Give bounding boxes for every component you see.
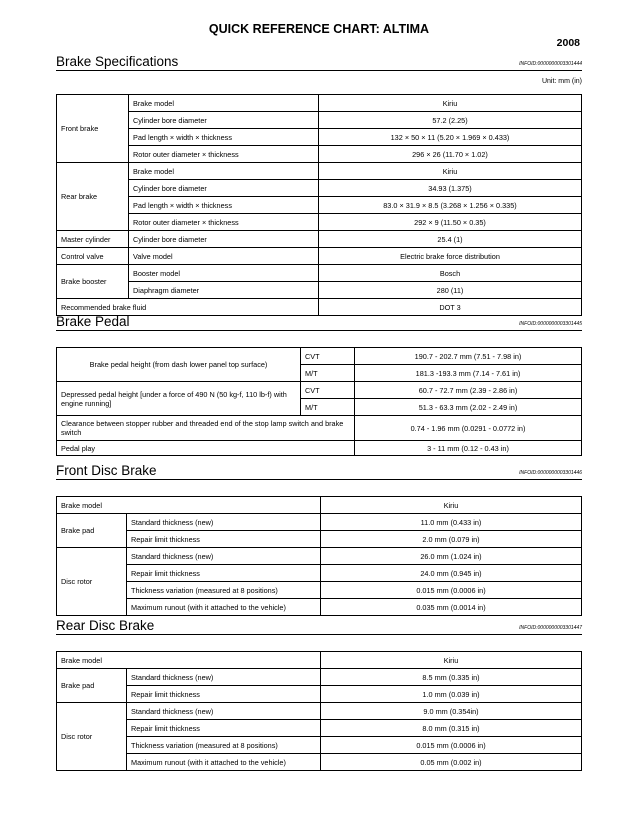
model-year: 2008: [556, 37, 580, 49]
spec-item: Rotor outer diameter × thickness: [129, 214, 319, 231]
section-header: [56, 461, 582, 480]
table-row: [57, 146, 582, 163]
spec-value: 1.0 mm (0.039 in): [321, 686, 582, 703]
spec-value: 26.0 mm (1.024 in): [321, 548, 582, 565]
spec-item: Cylinder bore diameter: [129, 231, 319, 248]
unit-label: Unit: mm (in): [541, 78, 582, 85]
spec-value: Kiriu: [321, 497, 582, 514]
row-label-rear-brake: Rear brake: [57, 163, 129, 231]
rear-disc-brake-table: [56, 651, 582, 771]
front-disc-brake-section: [56, 461, 582, 616]
row-label-pedal-play: Pedal play: [57, 441, 355, 456]
spec-value: Electric brake force distribution: [319, 248, 582, 265]
transmission-type: M/T: [301, 399, 355, 416]
table-row: [57, 531, 582, 548]
spec-item: Standard thickness (new): [127, 514, 321, 531]
table-row: [57, 248, 582, 265]
section-heading: Brake Pedal: [56, 314, 130, 329]
spec-item: Standard thickness (new): [127, 669, 321, 686]
spec-item: Maximum runout (with it attached to the vehicle): [127, 754, 321, 771]
row-label-brake-model: Brake model: [57, 497, 321, 514]
table-row: [57, 514, 582, 531]
spec-value: 0.015 mm (0.0006 in): [321, 582, 582, 599]
section-header: [56, 52, 582, 71]
spec-value: 8.5 mm (0.335 in): [321, 669, 582, 686]
spec-value: 0.035 mm (0.0014 in): [321, 599, 582, 616]
spec-value: 51.3 - 63.3 mm (2.02 - 2.49 in): [355, 399, 582, 416]
spec-value: 3 - 11 mm (0.12 - 0.43 in): [355, 441, 582, 456]
row-label-brake-fluid: Recommended brake fluid: [57, 299, 319, 316]
spec-item: Pad length × width × thickness: [129, 129, 319, 146]
spec-value: 181.3 -193.3 mm (7.14 - 7.61 in): [355, 365, 582, 382]
section-header: [56, 616, 582, 635]
table-row: [57, 720, 582, 737]
spec-item: Pad length × width × thickness: [129, 197, 319, 214]
transmission-type: CVT: [301, 382, 355, 399]
table-row: [57, 348, 582, 365]
table-row: [57, 231, 582, 248]
spec-value: 24.0 mm (0.945 in): [321, 565, 582, 582]
spec-value: 25.4 (1): [319, 231, 582, 248]
table-row: [57, 282, 582, 299]
table-row: [57, 95, 582, 112]
table-row: [57, 754, 582, 771]
spec-item: Maximum runout (with it attached to the vehicle): [127, 599, 321, 616]
row-label-brake-model: Brake model: [57, 652, 321, 669]
spec-value: 2.0 mm (0.079 in): [321, 531, 582, 548]
spec-value: 34.93 (1.375): [319, 180, 582, 197]
spec-value: 0.74 - 1.96 mm (0.0291 - 0.0772 in): [355, 416, 582, 441]
table-row: [57, 441, 582, 456]
table-row: [57, 548, 582, 565]
row-label-brake-pad: Brake pad: [57, 669, 127, 703]
row-label-brake-pad: Brake pad: [57, 514, 127, 548]
table-row: [57, 180, 582, 197]
transmission-type: CVT: [301, 348, 355, 365]
spec-item: Standard thickness (new): [127, 703, 321, 720]
table-row: [57, 652, 582, 669]
table-row: [57, 265, 582, 282]
spec-item: Standard thickness (new): [127, 548, 321, 565]
table-row: [57, 163, 582, 180]
row-label-pedal-height: Brake pedal height (from dash lower panel top surface): [57, 348, 301, 382]
spec-value: 190.7 - 202.7 mm (7.51 - 7.98 in): [355, 348, 582, 365]
spec-item: Thickness variation (measured at 8 positions): [127, 737, 321, 754]
spec-value: Kiriu: [319, 163, 582, 180]
row-label-disc-rotor: Disc rotor: [57, 703, 127, 771]
info-id: INFOID:0000000003301445: [519, 321, 582, 327]
row-label-front-brake: Front brake: [57, 95, 129, 163]
row-label-control-valve: Control valve: [57, 248, 129, 265]
spec-value: 11.0 mm (0.433 in): [321, 514, 582, 531]
spec-value: 0.015 mm (0.0006 in): [321, 737, 582, 754]
spec-value: Bosch: [319, 265, 582, 282]
table-row: [57, 582, 582, 599]
row-label-master-cylinder: Master cylinder: [57, 231, 129, 248]
spec-value: 296 × 26 (11.70 × 1.02): [319, 146, 582, 163]
info-id: INFOID:0000000003301446: [519, 470, 582, 476]
spec-value: 292 × 9 (11.50 × 0.35): [319, 214, 582, 231]
spec-item: Diaphragm diameter: [129, 282, 319, 299]
row-label-brake-booster: Brake booster: [57, 265, 129, 299]
row-label-disc-rotor: Disc rotor: [57, 548, 127, 616]
spec-item: Brake model: [129, 95, 319, 112]
info-id: INFOID:0000000003301447: [519, 625, 582, 631]
table-row: [57, 565, 582, 582]
spec-item: Rotor outer diameter × thickness: [129, 146, 319, 163]
section-heading: Rear Disc Brake: [56, 618, 155, 633]
spec-value: 57.2 (2.25): [319, 112, 582, 129]
brake-specifications-table: [56, 94, 582, 316]
table-row: [57, 599, 582, 616]
page-title: QUICK REFERENCE CHART: ALTIMA: [208, 22, 430, 36]
row-label-depressed-height: Depressed pedal height [under a force of 490 N (50 kg-f, 110 lb-f) with engine running]: [57, 382, 301, 416]
spec-item: Repair limit thickness: [127, 565, 321, 582]
row-label-clearance: Clearance between stopper rubber and threaded end of the stop lamp switch and brake switch: [57, 416, 355, 441]
spec-value: Kiriu: [321, 652, 582, 669]
spec-value: DOT 3: [319, 299, 582, 316]
spec-value: 132 × 50 × 11 (5.20 × 1.969 × 0.433): [319, 129, 582, 146]
spec-item: Thickness variation (measured at 8 positions): [127, 582, 321, 599]
table-row: [57, 416, 582, 441]
spec-item: Brake model: [129, 163, 319, 180]
table-row: [57, 686, 582, 703]
spec-value: 60.7 - 72.7 mm (2.39 - 2.86 in): [355, 382, 582, 399]
spec-value: 8.0 mm (0.315 in): [321, 720, 582, 737]
spec-item: Booster model: [129, 265, 319, 282]
table-row: [57, 197, 582, 214]
info-id: INFOID:0000000003301444: [519, 61, 582, 67]
section-heading: Brake Specifications: [56, 54, 179, 69]
section-header: [56, 312, 582, 331]
spec-item: Repair limit thickness: [127, 686, 321, 703]
spec-item: Cylinder bore diameter: [129, 112, 319, 129]
front-disc-brake-table: [56, 496, 582, 616]
spec-item: Cylinder bore diameter: [129, 180, 319, 197]
transmission-type: M/T: [301, 365, 355, 382]
table-row: [57, 737, 582, 754]
spec-value: 280 (11): [319, 282, 582, 299]
section-heading: Front Disc Brake: [56, 463, 157, 478]
spec-value: 83.0 × 31.9 × 8.5 (3.268 × 1.256 × 0.335): [319, 197, 582, 214]
brake-specifications-section: [56, 52, 582, 316]
table-row: [57, 669, 582, 686]
spec-value: 0.05 mm (0.002 in): [321, 754, 582, 771]
table-row: [57, 129, 582, 146]
spec-value: Kiriu: [319, 95, 582, 112]
spec-item: Repair limit thickness: [127, 720, 321, 737]
table-row: [57, 497, 582, 514]
table-row: [57, 382, 582, 399]
brake-pedal-table: [56, 347, 582, 456]
spec-item: Valve model: [129, 248, 319, 265]
brake-pedal-section: [56, 312, 582, 456]
rear-disc-brake-section: [56, 616, 582, 771]
spec-item: Repair limit thickness: [127, 531, 321, 548]
table-row: [57, 703, 582, 720]
spec-value: 9.0 mm (0.354in): [321, 703, 582, 720]
table-row: [57, 214, 582, 231]
table-row: [57, 112, 582, 129]
